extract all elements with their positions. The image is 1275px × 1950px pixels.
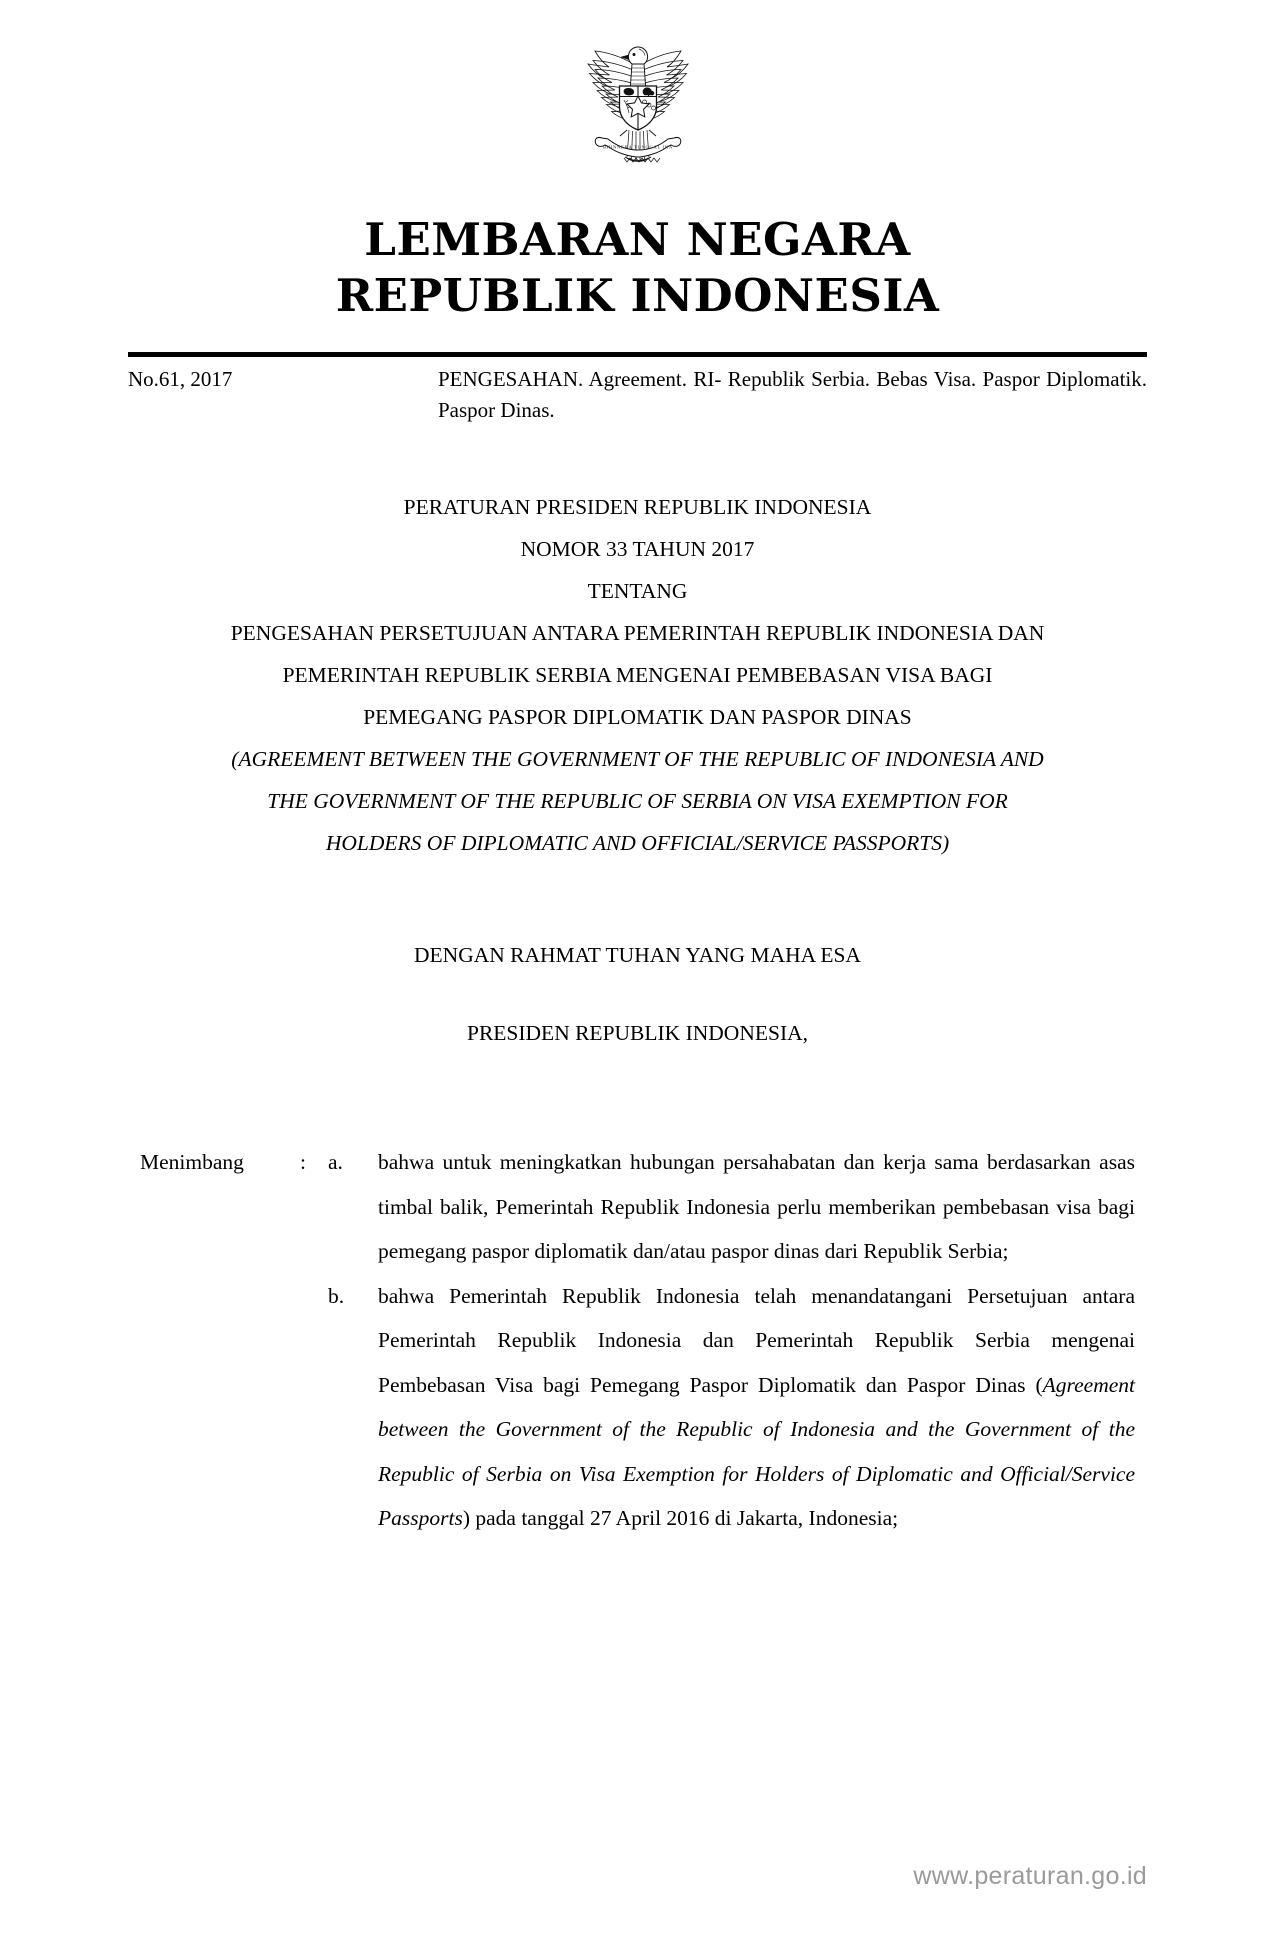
considering-section <box>140 1140 1135 1541</box>
considering-item-text-a: bahwa untuk meningkatkan hubungan persahabatan dan kerja sama berdasarkan asas timbal balik, Pemerintah Republik Indonesia perlu memberikan pembebasan visa bagi pemegang paspor diplomatik dan/atau paspor dinas dari Republik Serbia; <box>378 1150 1135 1263</box>
title-line-7-english: (AGREEMENT BETWEEN THE GOVERNMENT OF THE REPUBLIC OF INDONESIA AND <box>231 747 1044 771</box>
footer-watermark: www.peraturan.go.id <box>913 1862 1147 1890</box>
invocation-text: DENGAN RAHMAT TUHAN YANG MAHA ESA <box>414 943 861 967</box>
title-line-1: PERATURAN PRESIDEN REPUBLIK INDONESIA <box>403 495 872 519</box>
emblem-container <box>0 32 1275 177</box>
considering-item-letter-b: b. <box>328 1283 345 1308</box>
considering-item-letter-a: a. <box>328 1150 343 1174</box>
considering-item-b <box>140 1274 1135 1541</box>
garuda-pancasila-icon <box>563 32 713 172</box>
considering-colon: : <box>300 1150 306 1174</box>
gazette-meta-row <box>128 364 1147 426</box>
president-heading: PRESIDEN REPUBLIK INDONESIA, <box>466 1021 809 1045</box>
masthead-line-1: LEMBARAN NEGARA <box>364 213 911 266</box>
header-divider-rule <box>128 352 1147 357</box>
title-line-3: TENTANG <box>587 579 688 603</box>
title-line-9-english: HOLDERS OF DIPLOMATIC AND OFFICIAL/SERVICE PASSPORTS) <box>325 831 950 855</box>
considering-item-a <box>140 1140 1135 1274</box>
gazette-number: No.61, 2017 <box>128 367 233 391</box>
gazette-subject: PENGESAHAN. Agreement. RI- Republik Serbia. Bebas Visa. Paspor Diplomatik. Paspor Dinas. <box>438 367 1147 422</box>
regulation-title-block <box>88 486 1187 864</box>
emblem-motto-text: BHINNEKA TUNGGAL IKA <box>602 144 673 150</box>
considering-item-text-b <box>378 1274 1135 1541</box>
considering-item-b-after: ) pada tanggal 27 April 2016 di Jakarta, Indonesia; <box>462 1506 899 1530</box>
considering-label: Menimbang <box>140 1150 244 1174</box>
masthead <box>0 212 1275 324</box>
masthead-line-2: REPUBLIK INDONESIA <box>335 269 940 322</box>
title-line-2: NOMOR 33 TAHUN 2017 <box>520 537 755 561</box>
considering-item-b-before: bahwa Pemerintah Republik Indonesia telah menandatangani Persetujuan antara Pemerintah Republik Indonesia dan Pemerintah Republik Serbia mengenai Pembebasan Visa bagi Pemegang Paspor Diplomatik dan Paspor Dinas ( <box>378 1283 1135 1397</box>
considering-item-b-italic: Agreement between the Government of the Republic of Indonesia and the Government of the Republic of Serbia on Visa Exemption for Holders of Diplomatic and Official/Service Passports <box>378 1372 1135 1530</box>
title-line-4: PENGESAHAN PERSETUJUAN ANTARA PEMERINTAH REPUBLIK INDONESIA DAN <box>230 621 1045 645</box>
title-line-5: PEMERINTAH REPUBLIK SERBIA MENGENAI PEMBEBASAN VISA BAGI <box>282 663 993 687</box>
title-line-8-english: THE GOVERNMENT OF THE REPUBLIC OF SERBIA ON VISA EXEMPTION FOR <box>267 789 1008 813</box>
title-line-6: PEMEGANG PASPOR DIPLOMATIK DAN PASPOR DINAS <box>363 705 912 729</box>
